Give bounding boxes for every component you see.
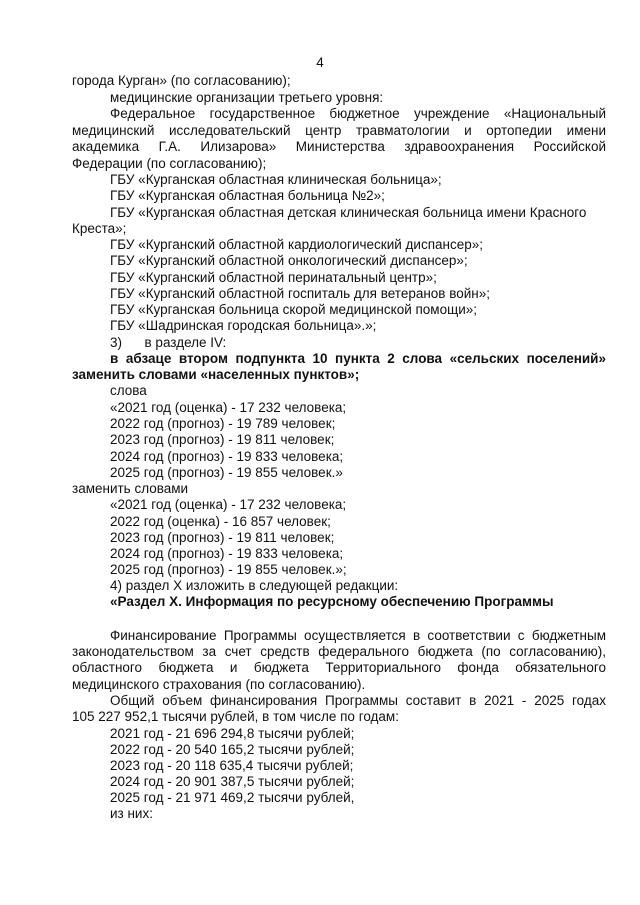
text-line: медицинские организации третьего уровня: [110, 90, 384, 105]
section-heading: «Раздел X. Информация по ресурсному обеспечению Программы [110, 594, 554, 609]
text-line: законодательством за счет средств федерального бюджета (по согласованию), [72, 644, 606, 659]
text-line: 105 227 952,1 тысячи рублей, в том числе по годам: [72, 709, 399, 724]
text-line: слова [110, 383, 147, 398]
text-line: Федеральное государственное бюджетное учреждение «Национальный [110, 106, 606, 121]
text-line: 2024 год (прогноз) - 19 833 человека; [110, 449, 344, 464]
text-line: 2021 год - 21 696 294,8 тысячи рублей; [110, 726, 355, 741]
text-line: 4) раздел X изложить в следующей редакции: [110, 578, 399, 593]
text-line: «2021 год (оценка) - 17 232 человека; [110, 400, 347, 415]
text-line: 2024 год (прогноз) - 19 833 человека; [110, 546, 344, 561]
text-line: 2023 год - 20 118 635,4 тысячи рублей; [110, 758, 354, 773]
text-line: Креста»; [72, 221, 127, 236]
text-line: 2023 год (прогноз) - 19 811 человек; [110, 432, 335, 447]
text-line: ГБУ «Курганский областной онкологический диспансер»; [110, 253, 468, 268]
text-line: ГБУ «Курганский областной кардиологический диспансер»; [110, 237, 483, 252]
text-line: 3) в разделе IV: [110, 335, 227, 350]
text-line: Финансирование Программы осуществляется в соответствии с бюджетным [110, 628, 606, 643]
text-line: 2025 год (прогноз) - 19 855 человек.» [110, 465, 343, 480]
text-line: ГБУ «Курганская областная больница №2»; [110, 188, 385, 203]
text-line: 2023 год (прогноз) - 19 811 человек; [110, 530, 335, 545]
text-line: ГБУ «Шадринская городская больница».»; [110, 318, 377, 333]
text-line: 2025 год (прогноз) - 19 855 человек.»; [110, 562, 347, 577]
text-line: Общий объем финансирования Программы составит в 2021 - 2025 годах [110, 693, 606, 708]
text-line: ГБУ «Курганская областная клиническая больница»; [110, 172, 442, 187]
text-line: заменить словами [72, 481, 189, 496]
text-line: 2022 год - 20 540 165,2 тысячи рублей; [110, 742, 355, 757]
text-line: 2025 год - 21 971 469,2 тысячи рублей, [110, 790, 355, 805]
text-line: заменить словами «населенных пунктов»; [72, 367, 360, 382]
text-line: Федерации (по согласованию); [72, 156, 267, 171]
text-line: 2022 год (прогноз) - 19 789 человек; [110, 416, 336, 431]
page-number: 4 [316, 55, 324, 70]
text-line: города Курган» (по согласованию); [72, 73, 291, 88]
text-line: из них: [110, 806, 153, 821]
text-line: ГБУ «Курганская больница скорой медицинской помощи»; [110, 302, 478, 317]
text-line: областного бюджета и бюджета Территориального фонда обязательного [72, 660, 606, 675]
text-line: ГБУ «Курганский областной перинатальный центр»; [110, 270, 437, 285]
text-line: ГБУ «Курганская областная детская клиническая больница имени Красного [110, 205, 587, 220]
text-line: «2021 год (оценка) - 17 232 человека; [110, 497, 347, 512]
text-line: 2024 год - 20 901 387,5 тысячи рублей; [110, 774, 355, 789]
text-line: медицинского страхования (по согласованию). [72, 677, 366, 692]
text-line: в абзаце втором подпункта 10 пункта 2 слова «сельских поселений» [110, 351, 606, 366]
text-line: ГБУ «Курганский областной госпиталь для ветеранов войн»; [110, 286, 491, 301]
text-line: 2022 год (оценка) - 16 857 человек; [110, 514, 331, 529]
text-line: медицинский исследовательский центр травматологии и ортопедии имени [72, 123, 606, 138]
text-line: академика Г.А. Илизарова» Министерства здравоохранения Российской [72, 139, 606, 154]
